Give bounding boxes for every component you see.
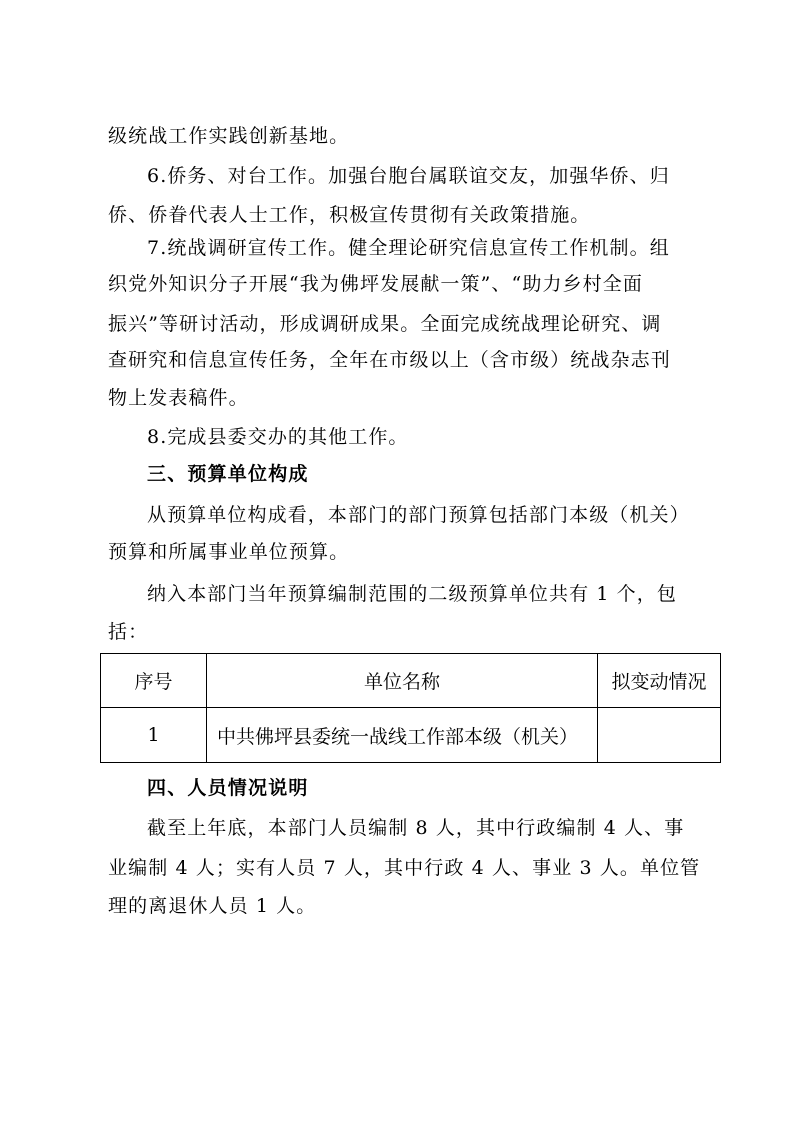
table-header-row xyxy=(101,654,721,708)
header-seq: 序号 xyxy=(101,654,207,708)
paragraph-line: 织党外知识分子开展“我为佛坪发展献一策”、“助力乡村全面 xyxy=(108,273,643,295)
section-heading: 三、预算单位构成 xyxy=(147,463,309,485)
cell-unit-name: 中共佛坪县委统一战线工作部本级（机关） xyxy=(207,708,598,763)
paragraph-line: 纳入本部门当年预算编制范围的二级预算单位共有 1 个，包 xyxy=(147,583,677,605)
paragraph-line: 级统战工作实践创新基地。 xyxy=(108,125,350,147)
paragraph-line: 从预算单位构成看，本部门的部门预算包括部门本级（机关） xyxy=(147,504,690,526)
paragraph-line: 括： xyxy=(108,621,149,643)
paragraph-line: 物上发表稿件。 xyxy=(108,387,249,409)
paragraph-line: 业编制 4 人；实有人员 7 人，其中行政 4 人、事业 3 人。单位管 xyxy=(108,857,701,879)
paragraph-line: 振兴”等研讨活动，形成调研成果。全面完成统战理论研究、调 xyxy=(108,313,662,335)
paragraph-line: 8.完成县委交办的其他工作。 xyxy=(147,426,409,448)
paragraph-line: 6.侨务、对台工作。加强台胞台属联谊交友，加强华侨、归 xyxy=(147,165,670,187)
paragraph-line: 截至上年底，本部门人员编制 8 人，其中行政编制 4 人、事 xyxy=(147,817,685,839)
section-heading: 四、人员情况说明 xyxy=(147,777,309,799)
header-planned-change: 拟变动情况 xyxy=(598,654,721,708)
paragraph-line: 理的离退休人员 1 人。 xyxy=(108,895,317,917)
paragraph-line: 预算和所属事业单位预算。 xyxy=(108,541,350,563)
paragraph-line: 7.统战调研宣传工作。健全理论研究信息宣传工作机制。组 xyxy=(147,237,670,259)
table-row xyxy=(101,708,721,763)
paragraph-line: 侨、侨眷代表人士工作，积极宣传贯彻有关政策措施。 xyxy=(108,204,591,226)
cell-planned-change xyxy=(598,708,721,763)
budget-units-table xyxy=(100,653,721,763)
paragraph-line: 查研究和信息宣传任务，全年在市级以上（含市级）统战杂志刊 xyxy=(108,349,671,371)
header-unit-name: 单位名称 xyxy=(207,654,598,708)
cell-seq: 1 xyxy=(101,708,207,763)
